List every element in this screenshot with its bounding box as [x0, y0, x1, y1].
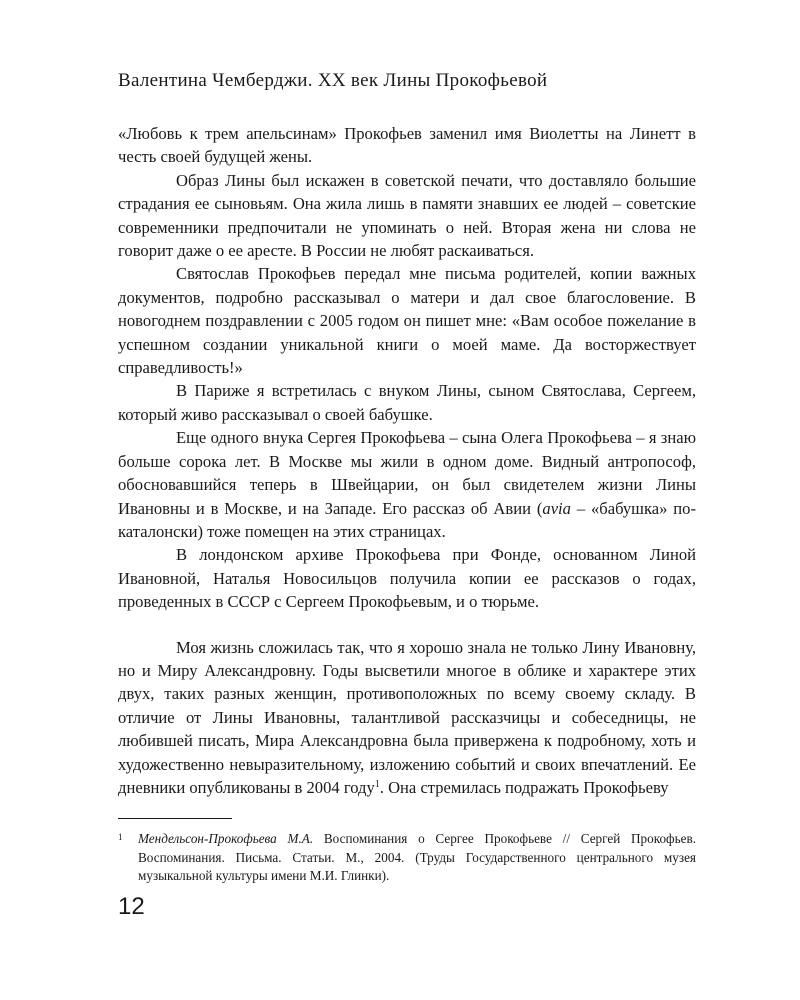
- running-head: Валентина Чемберджи. XX век Лины Прокофьевой: [118, 70, 548, 91]
- footnote-reference[interactable]: 1: [374, 778, 380, 790]
- paragraph-7: [118, 636, 696, 800]
- page-number: 12: [118, 893, 145, 920]
- footnote-divider: [118, 818, 232, 819]
- paragraph-1: «Любовь к трем апельсинам» Прокофьев заменил имя Виолетты на Линетт в честь своей будущей жены.: [118, 124, 696, 167]
- footnote-author: Мендельсон-Прокофьева М.А.: [138, 831, 314, 846]
- footnote-body: [138, 830, 696, 886]
- paragraph-7-end: . Она стремилась подражать Прокофьеву: [379, 777, 669, 797]
- paragraph-3: Святослав Прокофьев передал мне письма родителей, копии важных документов, подробно рассказывал о матери и дал свое благословение. В новогоднем поздравлении с 2005 годом он пишет мне: «Вам особое пожелание в успешном создании уникальной книги о моей маме. Да восторжествует справедливость!»: [118, 264, 696, 378]
- book-page: [118, 0, 696, 1000]
- paragraph-5-end: – «бабушка» по-каталонски) тоже помещен на этих страницах.: [118, 498, 696, 541]
- paragraph-5-italic: avia: [542, 498, 571, 518]
- paragraph-5: [118, 426, 696, 543]
- footnote: [118, 830, 696, 886]
- footnote-text: Воспоминания о Сергее Прокофьеве // Сергей Прокофьев. Воспоминания. Письма. Статьи. М., 2004. (Труды Государственного центрального музея музыкальной культуры имени М.И. Глинки).: [138, 831, 696, 884]
- paragraph-7-text: Моя жизнь сложилась так, что я хорошо знала не только Лину Ивановну, но и Миру Александровну. Годы высветили многое в облике и характере этих двух, таких разных женщин, противоположных по всему своему складу. В отличие от Лины Ивановны, талантливой рассказчицы и собеседницы, не любившей писать, Мира Александровна была привержена к подробному, хоть и художественно невыразительному, изложению событий и своих впечатлений. Ее дневники опубликованы в 2004 году: [118, 637, 696, 797]
- paragraph-6: В лондонском архиве Прокофьева при Фонде, основанном Линой Ивановной, Наталья Новосильцов получила копии ее рассказов о годах, проведенных в СССР с Сергеем Прокофьевым, и о тюрьме.: [118, 545, 696, 612]
- paragraph-4: В Париже я встретилась с внуком Лины, сыном Святослава, Сергеем, который живо рассказывал о своей бабушке.: [118, 381, 696, 424]
- main-text: [118, 122, 696, 799]
- paragraph-5-text: Еще одного внука Сергея Прокофьева – сына Олега Прокофьева – я знаю больше сорока лет. В Москве мы жили в одном доме. Видный антропософ, обосновавшийся теперь в Швейцарии, он был свидетелем жизни Лины Ивановны и в Москве, и на Западе. Его рассказ об Авии (: [118, 428, 696, 518]
- footnote-mark: 1: [118, 832, 123, 842]
- paragraph-2: Образ Лины был искажен в советской печати, что доставляло большие страдания ее сыновьям. Она жила лишь в памяти знавших ее людей – советские современники предпочитали не упоминать о ней. Вторая жена ни слова не говорит даже о ее аресте. В России не любят раскаиваться.: [118, 170, 696, 261]
